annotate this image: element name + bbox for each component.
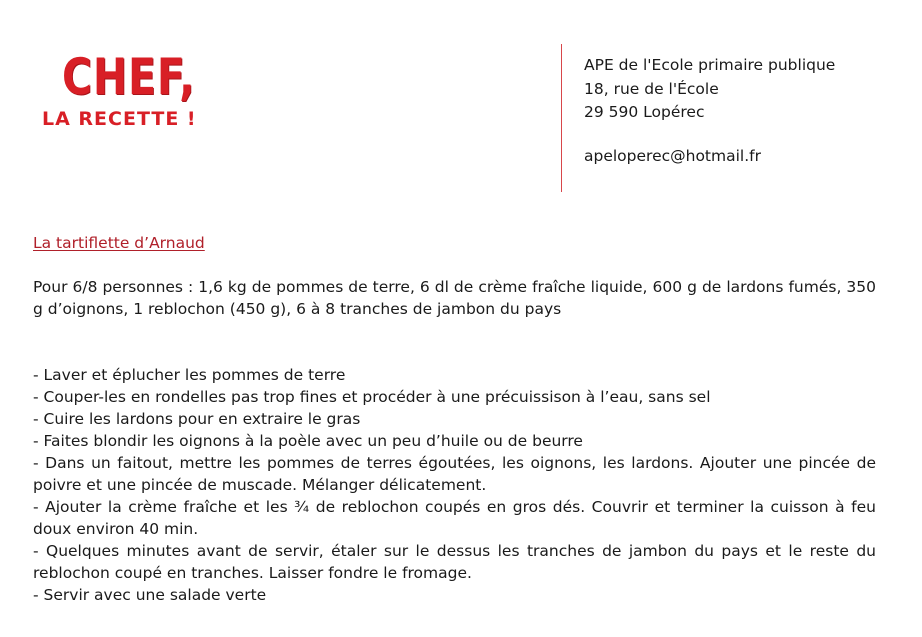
recipe-step: - Ajouter la crème fraîche et les ¾ de reblochon coupés en gros dés. Couvrir et terminer la cuisson à feu doux environ 40 min. xyxy=(33,498,876,538)
recipe-step: - Couper-les en rondelles pas trop fines et procéder à une précuissison à l’eau, sans sel xyxy=(33,388,711,406)
chef-la-recette-logo xyxy=(38,50,208,140)
address-email: apeloperec@hotmail.fr xyxy=(584,146,761,165)
address-city: 29 590 Lopérec xyxy=(584,103,705,121)
address-street: 18, rue de l'École xyxy=(584,79,719,98)
recipe-step: - Quelques minutes avant de servir, étaler sur le dessus les tranches de jambon du pays et le reste du reblochon coupé en tranches. Laisser fondre le fromage. xyxy=(33,542,876,582)
header-divider xyxy=(561,44,562,192)
address-organization: APE de l'Ecole primaire publique xyxy=(584,56,836,74)
recipe-step: - Faites blondir les oignons à la poèle avec un peu d’huile ou de beurre xyxy=(33,432,583,450)
recipe-step: - Dans un faitout, mettre les pommes de terres égoutées, les oignons, les lardons. Ajouter une pincée de poivre et une pincée de muscade. Mélanger délicatement. xyxy=(33,454,876,494)
recipe-content xyxy=(33,232,876,606)
logo-recette-text: LA RECETTE ! xyxy=(42,108,197,130)
recipe-title: La tartiflette d’Arnaud xyxy=(33,234,205,252)
logo-chef-text: CHEF, xyxy=(62,48,196,106)
recipe-ingredients: Pour 6/8 personnes : 1,6 kg de pommes de terre, 6 dl de crème fraîche liquide, 600 g de lardons fumés, 350 g d’oignons, 1 reblochon (450 g), 6 à 8 tranches de jambon du pays xyxy=(33,278,876,318)
recipe-step: - Servir avec une salade verte xyxy=(33,586,267,604)
address-block xyxy=(584,54,835,168)
recipe-step: - Cuire les lardons pour en extraire le gras xyxy=(33,410,361,428)
recipe-steps xyxy=(33,364,876,606)
recipe-step: - Laver et éplucher les pommes de terre xyxy=(33,366,346,384)
